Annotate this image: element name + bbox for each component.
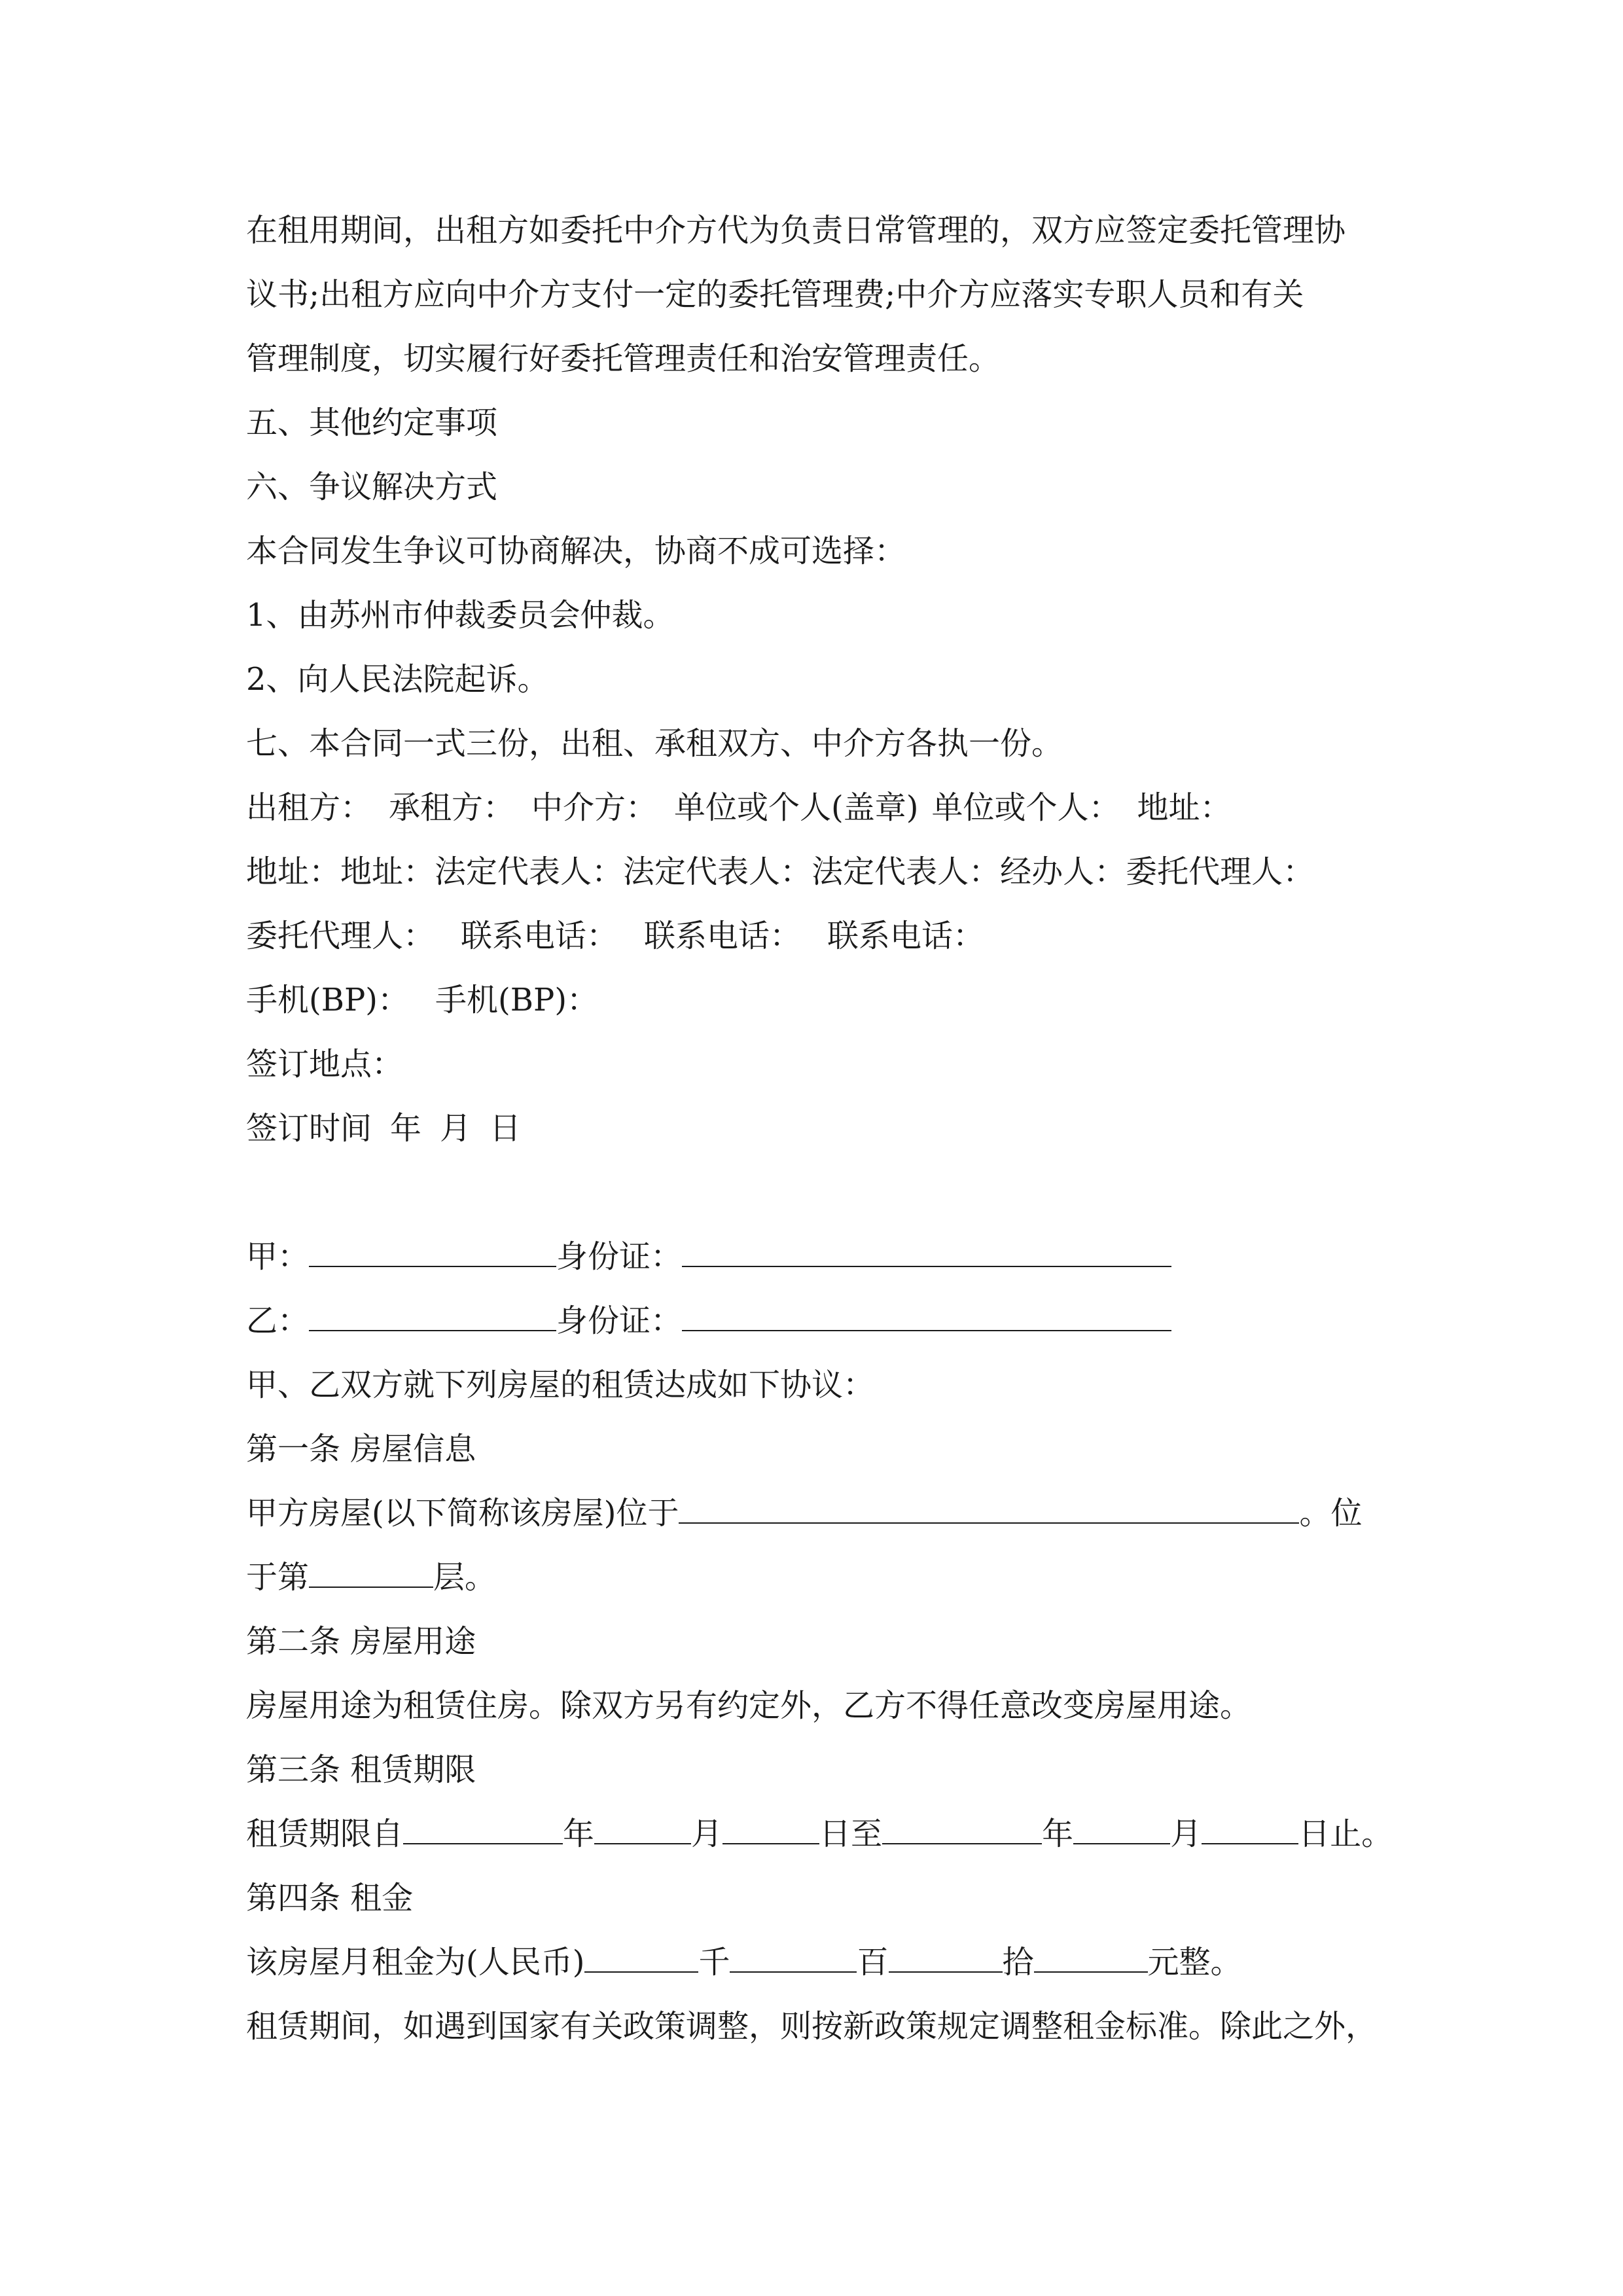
rent-unit: 百 xyxy=(857,1944,889,1981)
floor-blank[interactable] xyxy=(309,1560,433,1588)
paragraph-line: 议书;出租方应向中介方支付一定的委托管理费;中介方应落实专职人员和有关 xyxy=(246,276,1304,313)
rent-hundreds-blank[interactable] xyxy=(730,1945,857,1973)
paragraph-line: 在租用期间，出租方如委托中介方代为负责日常管理的，双方应签定委托管理协 xyxy=(246,212,1346,249)
party-a-line xyxy=(246,1237,1385,1276)
section-heading: 七、本合同一式三份，出租、承租双方、中介方各执一份。 xyxy=(246,725,1063,762)
rent-tens-blank[interactable] xyxy=(889,1945,1003,1973)
sign-place: 签订地点： xyxy=(246,1046,404,1083)
lease-term-line xyxy=(246,1814,1393,1854)
rent-label: 该房屋月租金为(人民币) xyxy=(246,1944,585,1981)
sig-label: 法定代表人： xyxy=(435,853,624,890)
sig-label: 委托代理人： xyxy=(246,918,435,954)
article-title: 第四条 租金 xyxy=(246,1880,414,1916)
dispute-intro: 本合同发生争议可协商解决，协商不成可选择： xyxy=(246,533,906,569)
location-line xyxy=(246,1494,1385,1533)
rent-line xyxy=(246,1943,1385,1982)
rent-unit: 元整。 xyxy=(1147,1944,1242,1981)
sig-label: 法定代表人： xyxy=(623,853,812,890)
sig-label: 单位或个人(盖章) xyxy=(674,789,919,826)
end-month-blank[interactable] xyxy=(1073,1817,1170,1844)
sig-label: 联系电话： xyxy=(461,918,618,954)
party-a-id-blank[interactable] xyxy=(682,1240,1171,1267)
dispute-option: 1、由苏州市仲裁委员会仲裁。 xyxy=(246,597,675,634)
rent-thousands-blank[interactable] xyxy=(584,1945,698,1973)
party-a-label: 甲： xyxy=(246,1238,310,1275)
sig-label: 地址： xyxy=(1137,789,1232,826)
location-blank[interactable] xyxy=(679,1496,1299,1524)
term-label: 租赁期限自 xyxy=(246,1816,404,1852)
term-unit: 月 xyxy=(1170,1816,1202,1852)
sign-time-month: 月 xyxy=(440,1110,472,1147)
sig-label: 联系电话： xyxy=(827,918,985,954)
signature-line xyxy=(246,852,1385,891)
floor-prefix: 于第 xyxy=(246,1559,310,1596)
article-title: 第一条 房屋信息 xyxy=(246,1431,476,1467)
signature-line xyxy=(246,916,1385,956)
sig-label: 手机(BP)： xyxy=(246,982,410,1018)
paragraph-line: 管理制度，切实履行好委托管理责任和治安管理责任。 xyxy=(246,340,1001,377)
sign-time-day: 日 xyxy=(490,1110,522,1147)
term-unit: 年 xyxy=(563,1816,595,1852)
sign-time-year: 年 xyxy=(390,1110,422,1147)
signature-line xyxy=(246,788,1385,827)
article-title: 第三条 租赁期限 xyxy=(246,1751,476,1788)
term-unit: 年 xyxy=(1042,1816,1074,1852)
sig-label: 经办人： xyxy=(1000,853,1126,890)
party-b-line xyxy=(246,1301,1385,1340)
party-a-id-label: 身份证： xyxy=(556,1238,683,1275)
location-prefix: 甲方房屋(以下简称该房屋)位于 xyxy=(246,1495,679,1532)
article-title: 第二条 房屋用途 xyxy=(246,1623,476,1660)
sig-label: 手机(BP)： xyxy=(435,982,599,1018)
rent-ones-blank[interactable] xyxy=(1034,1945,1148,1973)
dispute-option: 2、向人民法院起诉。 xyxy=(246,661,549,698)
contract-intro: 甲、乙双方就下列房屋的租赁达成如下协议： xyxy=(246,1367,875,1403)
party-b-name-blank[interactable] xyxy=(309,1304,556,1331)
sig-label: 出租方： xyxy=(246,789,372,826)
start-month-blank[interactable] xyxy=(594,1817,691,1844)
start-year-blank[interactable] xyxy=(403,1817,563,1844)
article-text: 房屋用途为租赁住房。除双方另有约定外，乙方不得任意改变房屋用途。 xyxy=(246,1687,1252,1724)
term-unit: 日止。 xyxy=(1298,1816,1393,1852)
sig-label: 中介方： xyxy=(531,789,658,826)
section-heading: 六、争议解决方式 xyxy=(246,469,498,505)
party-b-label: 乙： xyxy=(246,1302,310,1339)
sig-label: 单位或个人： xyxy=(931,789,1120,826)
end-year-blank[interactable] xyxy=(882,1817,1042,1844)
section-heading: 五、其他约定事项 xyxy=(246,404,498,441)
signature-line xyxy=(246,980,1385,1020)
location-suffix: 。位 xyxy=(1299,1495,1363,1532)
term-unit: 月 xyxy=(691,1816,723,1852)
sign-time xyxy=(246,1109,1385,1148)
sig-label: 联系电话： xyxy=(644,918,802,954)
party-b-id-blank[interactable] xyxy=(682,1304,1171,1331)
party-a-name-blank[interactable] xyxy=(309,1240,556,1267)
end-day-blank[interactable] xyxy=(1202,1817,1298,1844)
sig-label: 委托代理人： xyxy=(1126,853,1315,890)
article-text: 租赁期间，如遇到国家有关政策调整，则按新政策规定调整租金标准。除此之外， xyxy=(246,2008,1378,2045)
term-unit: 日至 xyxy=(819,1816,883,1852)
sig-label: 承租方： xyxy=(389,789,515,826)
sig-label: 地址： xyxy=(246,853,341,890)
rent-unit: 拾 xyxy=(1002,1944,1034,1981)
sign-time-label: 签订时间 xyxy=(246,1110,372,1147)
start-day-blank[interactable] xyxy=(722,1817,819,1844)
rent-unit: 千 xyxy=(698,1944,730,1981)
floor-line xyxy=(246,1558,1385,1597)
floor-suffix: 层。 xyxy=(433,1559,497,1596)
sig-label: 地址： xyxy=(340,853,435,890)
party-b-id-label: 身份证： xyxy=(556,1302,683,1339)
sig-label: 法定代表人： xyxy=(812,853,1001,890)
